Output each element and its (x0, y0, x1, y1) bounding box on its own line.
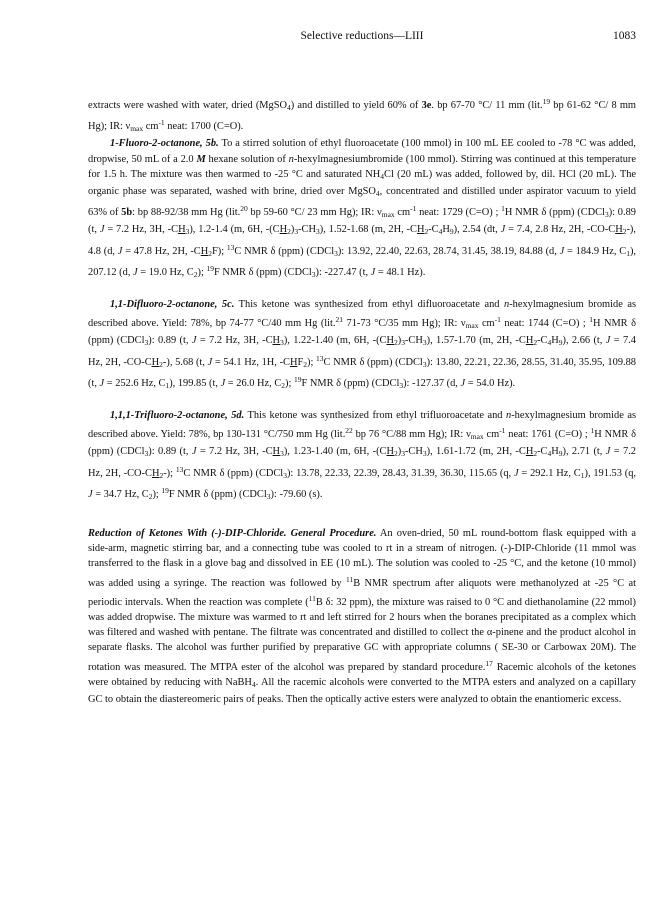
paragraph-5c: 1,1-Difluoro-2-octanone, 5c. This ketone was synthesized from ethyl difluoroacetate and n-hexylmagnesium bromide as described above. Yield: 78%, bp 74-77 °C/40 mm Hg (lit.$^{21}$ 71-73 °C/35 mm Hg); IR: $\nu_{max}$ $cm^{-1}$ neat: 1744 (C=O) ; $^1$H NMR δ (ppm) (CDCl$_3$): 0.89 (t, J = 7.2 Hz, 3H, $-CH_3$), 1.22-1.40 (m, 6H, $-(CH_2)_3-CH_3$), 1.57-1.70 (m, 2H, $-CH_2-C_4H_9$), 2.66 (t, J = 7.4 Hz, 2H, $-CO-CH_2-$), 5.68 (t, J = 54.1 Hz, 1H, $-CHF_2$); $^{13}$C NMR δ (ppm) (CDCl$_3$): 13.80, 22.21, 22.36, 28.55, 31.40, 35.95, 109.88 (t, J = 252.6 Hz, $C_1$), 199.85 (t, J = 26.0 Hz, $C_2$); $^{19}$F NMR δ (ppm) (CDCl$_3$): -127.37 (d, J = 54.0 Hz). (88, 299, 637, 390)
section-heading: Reduction of Ketones With (-)-DIP-Chloride. General Procedure. (88, 528, 377, 540)
compound-name-5c: 1,1-Difluoro-2-octanone, 5c. (110, 299, 235, 311)
running-title: Selective reductions—LIII (300, 30, 424, 42)
page-number: 1083 (613, 30, 636, 42)
paragraph-general-procedure: Reduction of Ketones With (-)-DIP-Chloride. General Procedure. An oven-dried, 50 mL round-bottom flask equipped with a side-arm, magnetic stirring bar, and a connecting tube was cooled to rt in a stream of nitrogen. (-)-DIP-Chloride (11 mmol was transferred to the flask in a glove bag and dissolved in EE (10 mL). The solution was cooled to -25 °C, and the ketone (10 mmol) was added using a syringe. The reaction was followed by $^{11}$B NMR spectrum after aliquots were methanolyzed at -25 °C at periodic intervals. When the reaction was complete ($^{11}$B δ: 32 ppm), the mixture was raised to 0 °C and diethanolamine (22 mmol) was added dropwise. The mixture was warmed to rt and left stirred for 2 hours when the boranes precipitated as a complex which was filtered and washed with pentane. The filtrate was concentrated and distilled to collect the α-pinene and the product alcohol in separate flasks. The alcohol was further purified by preparative GC with appropriate columns ( SE-30 or Carbowax 20M). The rotation was measured. The MTPA ester of the alcohol was prepared by standard procedure.$^{17}$ Racemic alcohols of the ketones were obtained by reducing with NaBH$_4$. All the racemic alcohols were converted to the MTPA esters and analyzed on a capillary GC to obtain the diastereomeric pairs of peaks. Then the optically active esters were analyzed to obtain the enantiomeric excess. (88, 528, 636, 706)
page-header (88, 30, 636, 46)
compound-name-5d: 1,1,1-Trifluoro-2-octanone, 5d. (110, 410, 245, 422)
paragraph-5b: 1-Fluoro-2-octanone, 5b. To a stirred solution of ethyl fluoroacetate (100 mmol) in 100 mL EE cooled to -78 °C was added, dropwise, 50 mL of a 2.0 M hexane solution of n-hexylmagnesiumbromide (100 mmol). Stirring was continued at this temperature for 1.5 h. The mixture was then warmed to -25 °C and saturated $NH_4Cl$ (20 mL) was added, followed by, dil. HCl (20 mL). The organic phase was separated, washed with brine, dried over MgSO$_4$, concentrated and distilled under aspirator vacuum to yield 63% of 5b: bp 88-92/38 mm Hg (lit.$^{20}$ bp 59-60 °C/ 23 mm Hg); IR: $\nu_{max}$ $cm^{-1}$ neat: 1729 (C=O) ; $^1$H NMR δ (ppm) (CDCl$_3$): 0.89 (t, J = 7.2 Hz, 3H, $-CH_3$), 1.2-1.4 (m, 6H, $-(CH_2)_3-CH_3$), 1.52-1.68 (m, 2H, $-CH_2-C_4H_9$), 2.54 (dt, J = 7.4, 2.8 Hz, 2H, $-CO-CH_2-$), 4.8 (d, J = 47.8 Hz, 2H, $-CH_2F$); $^{13}$C NMR δ (ppm) (CDCl$_3$): 13.92, 22.40, 22.63, 28.74, 31.45, 38.19, 84.88 (d, J = 184.9 Hz, $C_1$), 207.12 (d, J = 19.0 Hz, $C_2$); $^{19}$F NMR δ (ppm) (CDCl$_3$): -227.47 (t, J = 48.1 Hz). (88, 138, 637, 279)
compound-name-5b: 1-Fluoro-2-octanone, 5b. (110, 138, 219, 150)
paragraph-5d: 1,1,1-Trifluoro-2-octanone, 5d. This ketone was synthesized from ethyl trifluoroacetate and n-hexylmagnesium bromide as described above. Yield: 78%, bp 130-131 °C/750 mm Hg (lit.$^{22}$ bp 76 °C/88 mm Hg); IR: $\nu_{max}$ $cm^{-1}$ neat: 1761 (C=O) ; $^1$H NMR δ (ppm) (CDCl$_3$): 0.89 (t, J = 7.2 Hz, 3H, $-CH_3$), 1.23-1.40 (m, 6H, $-(CH_2)_3-CH_3$), 1.61-1.72 (m, 2H, $-CH_2-C_4H_9$), 2.71 (t, J = 7.2 Hz, 2H, $-CO-CH_2-$); $^{13}$C NMR δ (ppm) (CDCl$_3$): 13.78, 22.33, 22.39, 28.43, 31.39, 36.30, 115.65 (q, J = 292.1 Hz, $C_1$), 191.53 (q, J = 34.7 Hz, $C_2$); $^{19}$F NMR δ (ppm) (CDCl$_3$): -79.60 (s). (88, 410, 637, 501)
paragraph-3e-workup: extracts were washed with water, dried (MgSO$_4$) and distilled to yield 60% of 3e. bp 67-70 °C/ 11 mm (lit.$^{19}$ bp 61-62 °C/ 8 mm Hg); IR: $\nu_{max}$ $cm^{-1}$ neat: 1700 (C=O). (88, 97, 637, 134)
body-text (88, 94, 636, 707)
